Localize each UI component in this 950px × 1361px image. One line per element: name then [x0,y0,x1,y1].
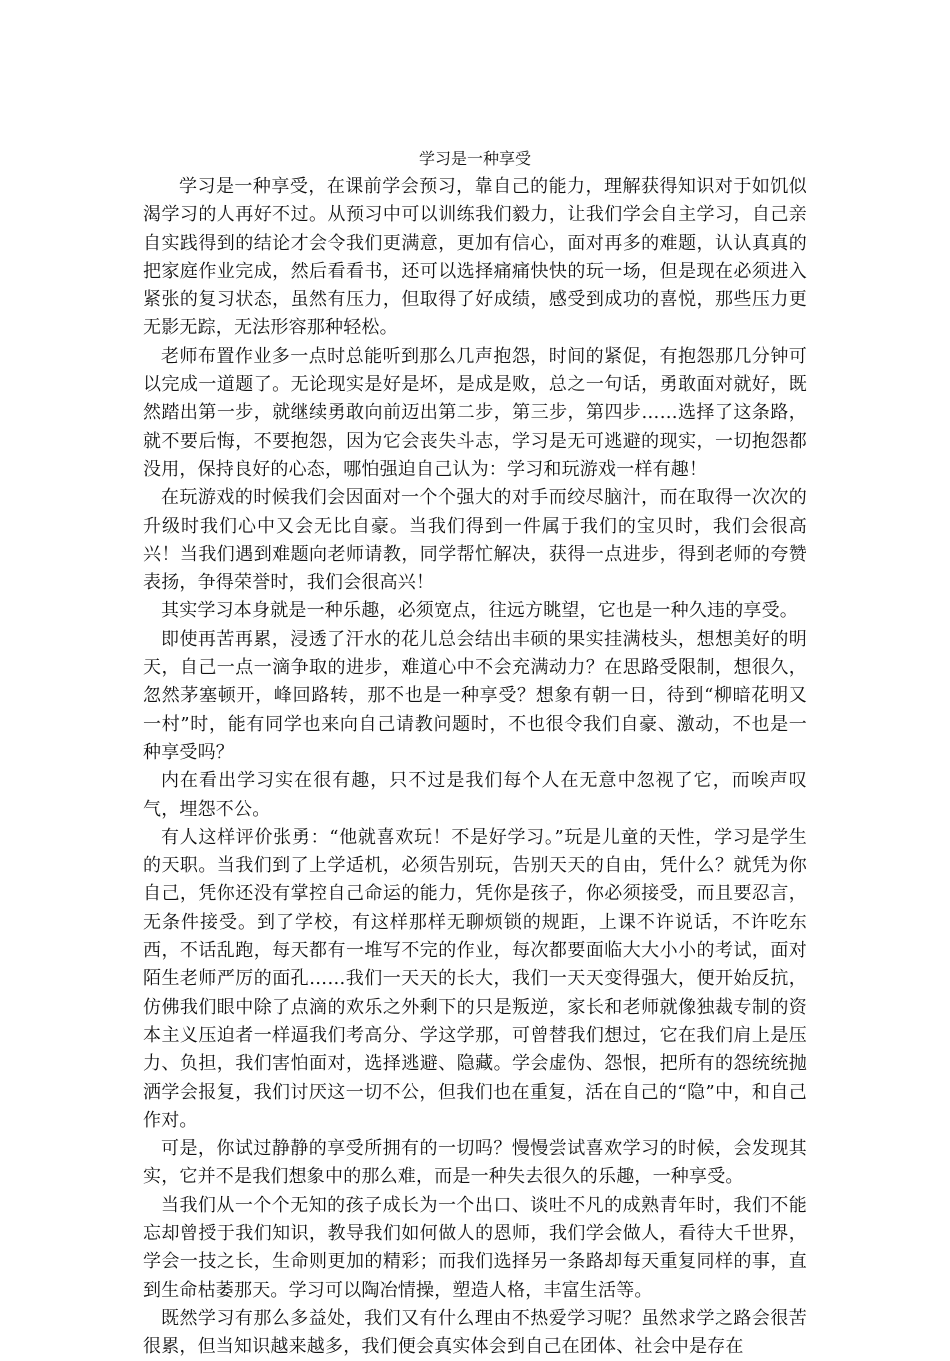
paragraph-4: 其实学习本身就是一种乐趣，必须宽点，往远方眺望，它也是一种久违的享受。 [161,600,798,622]
paragraph-10: 既然学习有那么多益处，我们又有什么理由不热爱学习呢？虽然求学之路会很苦很累，但当知识越来越多，我们便会真实体会到自己在团体、社会中是存在 [143,1307,807,1358]
paragraph-2: 老师布置作业多一点时总能听到那么几声抱怨，时间的紧促，有抱怨那几分钟可以完成一道题了。无论现实是好是坏，是成是败，总之一句话，勇敢面对就好，既然踏出第一步，就继续勇敢向前迈出第二步，第三步，第四步……选择了这条路，就不要后悔，不要抱怨，因为它会丧失斗志，学习是无可逃避的现实，一切抱怨都没用，保持良好的心态，哪怕强迫自己认为：学习和玩游戏一样有趣！ [143,345,807,480]
document-page [143,145,807,1361]
paragraph-7: 有人这样评价张勇：“他就喜欢玩！不是好学习。”玩是儿童的天性，学习是学生的天职。当我们到了上学适机，必须告别玩，告别天天的自由，凭什么？就凭为你自己，凭你还没有掌控自己命运的能力，凭你是孩子，你必须接受，而且要忍言，无条件接受。到了学校，有这样那样无聊烦锁的规距，上课不许说话，不许吃东西，不话乱跑，每天都有一堆写不完的作业，每次都要面临大大小小的考试，面对陌生老师严厉的面孔……我们一天天的长大，我们一天天变得强大，便开始反抗，仿佛我们眼中除了点滴的欢乐之外剩下的只是叛逆，家长和老师就像独裁专制的资本主义压迫者一样逼我们考高分、学这学那，可曾替我们想过，它在我们肩上是压力、负担，我们害怕面对，选择逃避、隐藏。学会虚伪、怨恨，把所有的怨统统抛洒学会报复，我们讨厌这一切不公，但我们也在重复，活在自己的“隐”中，和自己作对。 [143,826,807,1131]
paragraph-3: 在玩游戏的时候我们会因面对一个个强大的对手而绞尽脑汁，而在取得一次次的升级时我们心中又会无比自豪。当我们得到一件属于我们的宝贝时，我们会很高兴！当我们遇到难题向老师请教，同学帮忙解决，获得一点进步，得到老师的夸赞表扬，争得荣誉时，我们会很高兴！ [143,487,807,594]
paragraph-8: 可是，你试过静静的享受所拥有的一切吗？慢慢尝试喜欢学习的时候，会发现其实，它并不是我们想象中的那么难，而是一种失去很久的乐趣，一种享受。 [143,1138,807,1188]
document-title: 学习是一种享受 [418,149,531,168]
paragraph-9: 当我们从一个个无知的孩子成长为一个出口、谈吐不凡的成熟青年时，我们不能忘却曾授于我们知识，教导我们如何做人的恩师，我们学会做人，看待大千世界，学会一技之长，生命则更加的精彩；而我们选择另一条路却每天重复同样的事，直到生命枯萎那天。学习可以陶冶情操，塑造人格，丰富生活等。 [143,1194,807,1301]
paragraph-6: 内在看出学习实在很有趣，只不过是我们每个人在无意中忽视了它，而唉声叹气，埋怨不公。 [143,770,807,820]
paragraph-5: 即使再苦再累，浸透了汗水的花儿总会结出丰硕的果实挂满枝头，想想美好的明天，自己一点一滴争取的进步，难道心中不会充满动力？在思路受限制，想很久，忽然茅塞顿开，峰回路转，那不也是一种享受？想象有朝一日，待到“柳暗花明又一村”时，能有同学也来向自己请教问题时，不也很令我们自豪、激动，不也是一种享受吗？ [143,628,807,763]
paragraph-1: 学习是一种享受，在课前学会预习，靠自己的能力，理解获得知识对于如饥似渴学习的人再好不过。从预习中可以训练我们毅力，让我们学会自主学习，自己亲自实践得到的结论才会令我们更满意，更加有信心，面对再多的难题，认认真真的把家庭作业完成，然后看看书，还可以选择痛痛快快的玩一场，但是现在必须进入紧张的复习状态，虽然有压力，但取得了好成绩，感受到成功的喜悦，那些压力更无影无踪，无法形容那种轻松。 [143,176,807,339]
